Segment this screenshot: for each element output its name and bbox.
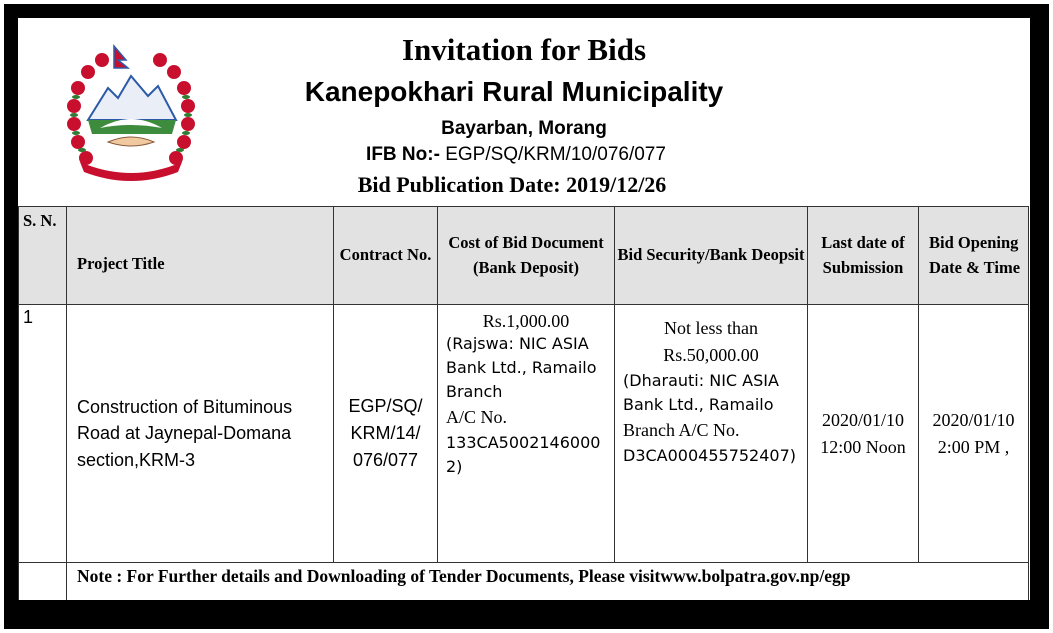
- cost-amount: Rs.1,000.00: [482, 311, 570, 331]
- tender-note: Note : For Further details and Downloading of Tender Documents, Please visitwww.bolpatra.gov.np/egp: [67, 563, 1029, 601]
- cell-opening: 2020/01/10 2:00 PM ,: [919, 305, 1029, 563]
- ifb-label: IFB No:-: [366, 144, 440, 165]
- col-header-opening: Bid Opening Date & Time: [919, 207, 1029, 305]
- cell-cost: [438, 305, 615, 563]
- col-header-last-date: Last date of Submission: [808, 207, 919, 305]
- table-header-row: [19, 207, 1029, 305]
- col-header-contract: Contract No.: [334, 207, 438, 305]
- bid-table: [18, 206, 1029, 600]
- cell-project-title: Construction of Bituminous Road at Jaynepal-Domana section,KRM-3: [67, 305, 334, 563]
- col-header-cost: Cost of Bid Document (Bank Deposit): [438, 207, 615, 305]
- table-row: [19, 305, 1029, 563]
- security-branch: Branch A/C No.: [623, 420, 740, 440]
- col-header-project: Project Title: [67, 207, 334, 305]
- page-title: Invitation for Bids: [401, 32, 647, 67]
- col-header-sn: S. N.: [19, 207, 67, 305]
- col-header-security: Bid Security/Bank Deopsit: [615, 207, 808, 305]
- notice-document: [18, 18, 1030, 600]
- ifb-value: EGP/SQ/KRM/10/076/077: [439, 144, 666, 165]
- cell-security: [615, 305, 808, 563]
- location: Bayarban, Morang: [441, 118, 607, 139]
- ifb-number: [18, 144, 1022, 166]
- organization-name: Kanepokhari Rural Municipality: [304, 76, 724, 107]
- publication-date: Bid Publication Date: 2019/12/26: [357, 172, 667, 197]
- cell-note-blank: [19, 563, 67, 601]
- cell-last-date: 2020/01/10 12:00 Noon: [808, 305, 919, 563]
- contract-number: EGP/SQ/ KRM/14/ 076/077: [348, 396, 423, 470]
- security-account-number: D3CA000455752407): [623, 446, 797, 465]
- cell-sn: 1: [19, 305, 67, 563]
- cell-contract-no: [334, 305, 438, 563]
- cost-account: A/C No.: [446, 407, 508, 427]
- security-amount: Not less than Rs.50,000.00: [663, 318, 759, 365]
- security-detail: (Dharauti: NIC ASIA Bank Ltd., Ramailo: [623, 371, 779, 414]
- note-row: [19, 563, 1029, 601]
- cost-detail: (Rajswa: NIC ASIA Bank Ltd., Ramailo Branch: [446, 334, 597, 401]
- cost-account-number: 133CA5002146000 2): [446, 433, 601, 476]
